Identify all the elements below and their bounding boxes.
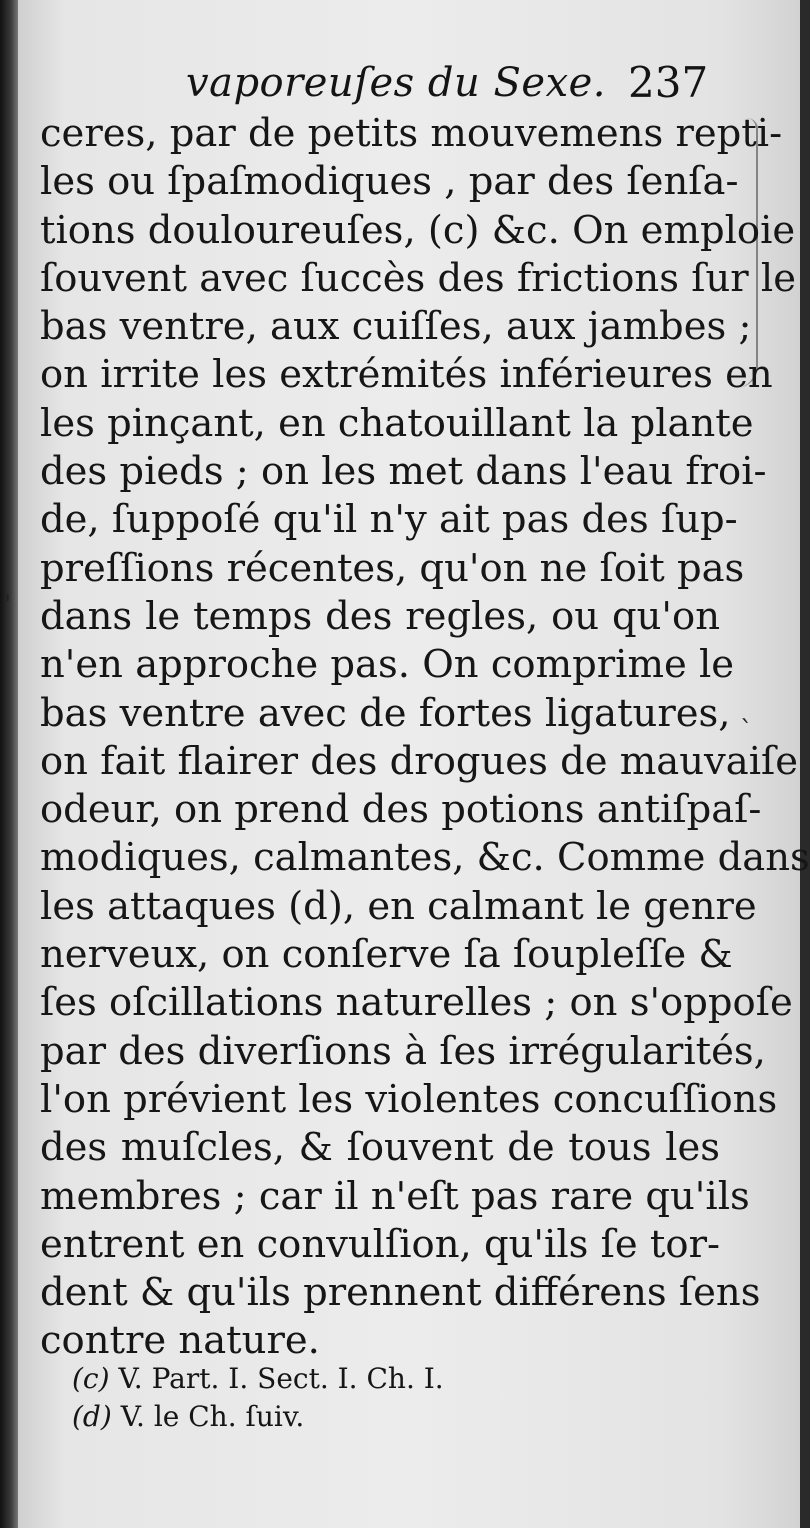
text-line: ſes oſcillations naturelles ; on s'oppoſe (40, 980, 793, 1026)
text-line: des pieds ; on les met dans l'eau froi- (40, 449, 767, 495)
text-line: n'en approche pas. On comprime le (40, 642, 735, 688)
text-line: de, ſuppoſé qu'il n'y ait pas des ſup- (40, 497, 738, 543)
text-line: dent & qu'ils prennent différens ſens (40, 1270, 761, 1316)
text-line: contre nature. (40, 1318, 320, 1364)
text-line: on irrite les extrémités inférieures en (40, 352, 773, 398)
margin-tick: ` (740, 716, 753, 746)
text-line: modiques, calmantes, &c. Comme dans (40, 835, 810, 881)
text-line: par des diverſions à ſes irrégularités, (40, 1028, 766, 1074)
text-line: les ou ſpaſmodiques , par des ſenſa- (40, 159, 739, 205)
text-line: tions douloureuſes, (c) &c. On emploie (40, 207, 796, 253)
text-line: membres ; car il n'eſt pas rare qu'ils (40, 1173, 750, 1219)
text-line: ceres, par de petits mouvemens repti- (40, 111, 783, 156)
text-line: les attaques (d), en calmant le genre (40, 883, 757, 929)
book-page (4, 0, 810, 1528)
text-line: des muſcles, & ſouvent de tous les (40, 1125, 720, 1171)
text-line: entrent en convulſion, qu'ils ſe tor- (40, 1221, 720, 1267)
footnotes (72, 1360, 672, 1436)
text-line: l'on prévient les violentes concuſſions (40, 1076, 778, 1122)
footnote-text: V. Part. I. Sect. I. Ch. I. (118, 1362, 444, 1395)
page-edge-shadow (0, 0, 18, 1528)
page-header (18, 56, 800, 116)
running-head: vaporeuſes du Sexe. (186, 60, 607, 106)
footnote (72, 1360, 672, 1398)
text-line: odeur, on prend des potions antiſpaſ- (40, 787, 762, 833)
page-number: 237 (628, 58, 709, 107)
footnote (72, 1398, 672, 1436)
text-line: nerveux, on conſerve ſa ſoupleſſe & (40, 932, 733, 978)
text-line: bas ventre avec de fortes ligatures, (40, 690, 731, 736)
text-line: dans le temps des regles, ou qu'on (40, 593, 720, 639)
footnote-mark: (d) (72, 1400, 112, 1433)
margin-tick: ' (4, 590, 12, 620)
text-line: preſſions récentes, qu'on ne ſoit pas (40, 545, 745, 591)
text-line: bas ventre, aux cuiſſes, aux jambes ; (40, 304, 752, 350)
footnote-mark: (c) (72, 1362, 110, 1395)
footnote-text: V. le Ch. ſuiv. (120, 1400, 305, 1433)
text-line: les pinçant, en chatouillant la plante (40, 400, 754, 446)
body-text (40, 110, 810, 1366)
text-line: on fait flairer des drogues de mauvaiſe (40, 738, 799, 784)
text-line: ſouvent avec ſuccès des frictions ſur le (40, 255, 796, 301)
